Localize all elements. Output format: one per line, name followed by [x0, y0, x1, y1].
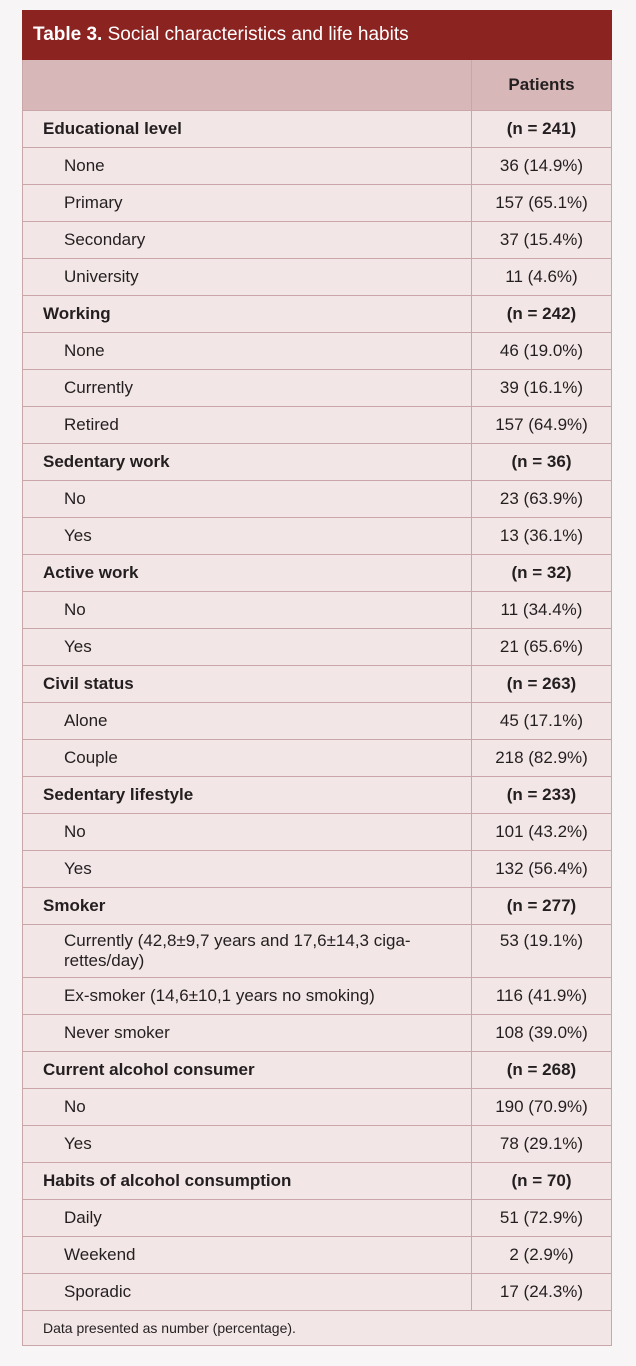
- row-label: Alone: [23, 703, 472, 739]
- group-name: Active work: [23, 555, 472, 591]
- table-group-row: [23, 555, 611, 592]
- row-value: 157 (65.1%): [495, 193, 588, 212]
- row-value: 53 (19.1%): [499, 931, 584, 950]
- row-value: 13 (36.1%): [499, 526, 584, 545]
- row-label: No: [23, 592, 472, 628]
- table-group-row: [23, 1163, 611, 1200]
- group-n-count: (n = 36): [511, 452, 572, 471]
- row-value: 190 (70.9%): [495, 1097, 588, 1116]
- group-n-count: (n = 268): [506, 1060, 577, 1079]
- row-value: 51 (72.9%): [499, 1208, 584, 1227]
- table-group-row: [23, 888, 611, 925]
- group-name: Sedentary lifestyle: [23, 777, 472, 813]
- row-label: University: [23, 259, 472, 295]
- group-n-count: (n = 32): [511, 563, 572, 582]
- row-value: 45 (17.1%): [499, 711, 584, 730]
- table-title-bar: [22, 10, 612, 60]
- table-row: [23, 1126, 611, 1163]
- row-label: Never smoker: [23, 1015, 472, 1051]
- group-n-count: (n = 242): [506, 304, 577, 323]
- row-value: 36 (14.9%): [499, 156, 584, 175]
- row-label: Yes: [23, 1126, 472, 1162]
- table-row: [23, 222, 611, 259]
- table-card: [22, 10, 612, 1346]
- row-label: Currently (42,8±9,7 years and 17,6±14,3 ciga-rettes/day): [23, 925, 472, 977]
- table-header-row: [23, 60, 611, 111]
- row-value: 108 (39.0%): [495, 1023, 588, 1042]
- row-label: None: [23, 333, 472, 369]
- row-value: 11 (4.6%): [505, 267, 578, 286]
- table-number-label: Table 3.: [33, 24, 103, 45]
- row-value: 23 (63.9%): [499, 489, 584, 508]
- group-n-count: (n = 263): [506, 674, 577, 693]
- table-group-row: [23, 111, 611, 148]
- table-row: [23, 333, 611, 370]
- table-row: [23, 703, 611, 740]
- table-row: [23, 259, 611, 296]
- row-value: 39 (16.1%): [499, 378, 584, 397]
- row-label: Sporadic: [23, 1274, 472, 1310]
- table-grid: [22, 60, 612, 1311]
- table-row: [23, 1274, 611, 1311]
- table-row: [23, 518, 611, 555]
- row-label: No: [23, 1089, 472, 1125]
- row-value: 2 (2.9%): [509, 1245, 574, 1264]
- table-row: [23, 978, 611, 1015]
- group-name: Educational level: [23, 111, 472, 147]
- group-name: Sedentary work: [23, 444, 472, 480]
- row-value: 101 (43.2%): [495, 822, 588, 841]
- table-row: [23, 370, 611, 407]
- group-name: Smoker: [23, 888, 472, 924]
- table-row: [23, 1015, 611, 1052]
- row-label: No: [23, 814, 472, 850]
- row-label: Ex-smoker (14,6±10,1 years no smoking): [23, 978, 472, 1014]
- table-row: [23, 1237, 611, 1274]
- row-label: Weekend: [23, 1237, 472, 1273]
- table-row: [23, 629, 611, 666]
- row-value: 37 (15.4%): [499, 230, 584, 249]
- group-name: Current alcohol consumer: [23, 1052, 472, 1088]
- row-value: 116 (41.9%): [495, 986, 588, 1005]
- row-value: 21 (65.6%): [499, 637, 584, 656]
- table-row: [23, 407, 611, 444]
- table-title: Social characteristics and life habits: [107, 24, 409, 45]
- group-name: Habits of alcohol consumption: [23, 1163, 472, 1199]
- table-row: [23, 851, 611, 888]
- table-row: [23, 185, 611, 222]
- row-label: Secondary: [23, 222, 472, 258]
- table-group-row: [23, 444, 611, 481]
- table-footnote: Data presented as number (percentage).: [22, 1311, 612, 1346]
- row-label: Couple: [23, 740, 472, 776]
- table-row: [23, 481, 611, 518]
- group-name: Civil status: [23, 666, 472, 702]
- row-label: Yes: [23, 518, 472, 554]
- row-value: 17 (24.3%): [499, 1282, 584, 1301]
- group-n-count: (n = 277): [506, 896, 577, 915]
- header-empty-cell: [23, 60, 472, 110]
- table-row: [23, 925, 611, 978]
- table-row: [23, 1200, 611, 1237]
- table-group-row: [23, 1052, 611, 1089]
- row-label: Yes: [23, 851, 472, 887]
- row-label: Yes: [23, 629, 472, 665]
- group-n-count: (n = 241): [506, 119, 577, 138]
- row-value: 46 (19.0%): [499, 341, 584, 360]
- row-label: No: [23, 481, 472, 517]
- column-header-patients: Patients: [508, 75, 575, 94]
- table-group-row: [23, 666, 611, 703]
- row-value: 11 (34.4%): [500, 600, 583, 619]
- row-label: None: [23, 148, 472, 184]
- group-n-count: (n = 70): [511, 1171, 572, 1190]
- group-n-count: (n = 233): [506, 785, 577, 804]
- row-label: Primary: [23, 185, 472, 221]
- row-label: Daily: [23, 1200, 472, 1236]
- table-group-row: [23, 777, 611, 814]
- table-row: [23, 592, 611, 629]
- table-group-row: [23, 296, 611, 333]
- row-value: 218 (82.9%): [495, 748, 588, 767]
- row-label: Retired: [23, 407, 472, 443]
- group-name: Working: [23, 296, 472, 332]
- table-row: [23, 148, 611, 185]
- row-label: Currently: [23, 370, 472, 406]
- table-row: [23, 814, 611, 851]
- table-row: [23, 1089, 611, 1126]
- row-value: 78 (29.1%): [499, 1134, 584, 1153]
- row-value: 157 (64.9%): [495, 415, 588, 434]
- row-value: 132 (56.4%): [495, 859, 588, 878]
- table-row: [23, 740, 611, 777]
